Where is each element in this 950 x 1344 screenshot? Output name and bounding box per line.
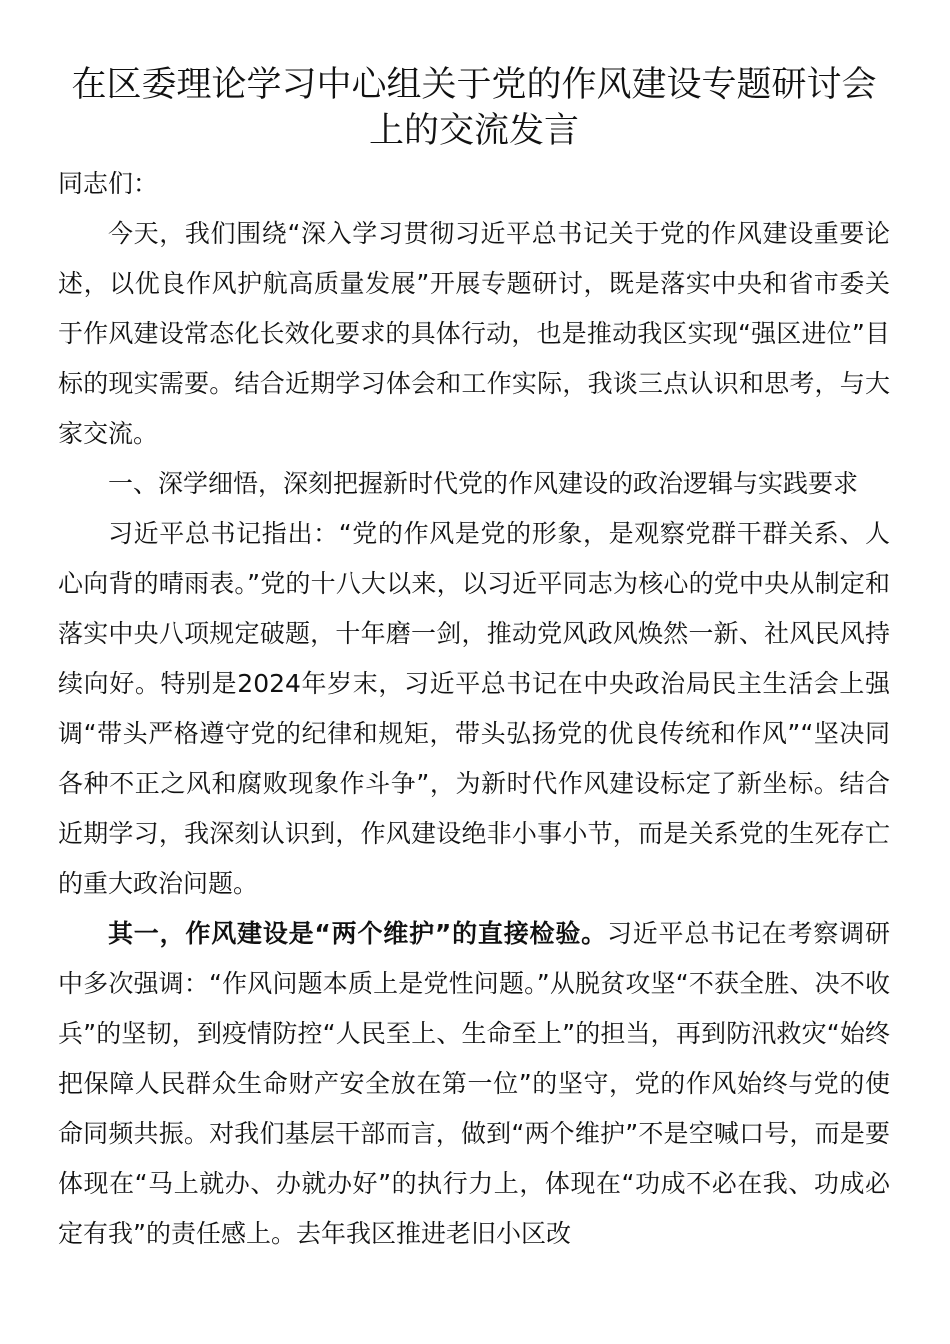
paragraph-text: 一、深学细悟，深刻把握新时代党的作风建设的政治逻辑与实践要求 <box>108 469 859 498</box>
paragraph-text: 今天，我们围绕“深入学习贯彻习近平总书记关于党的作风建设重要论述，以优良作风护航高质量发展”开展专题研讨，既是落实中央和省市委关于作风建设常态化长效化要求的具体行动，也是推动我区实现“强区进位”目标的现实需要。结合近期学习体会和工作实际，我谈三点认识和思考，与大家交流。 <box>58 219 890 448</box>
paragraph-lead: 其一，作风建设是“两个维护”的直接检验。 <box>108 919 607 948</box>
section-heading-1 <box>58 459 890 509</box>
paragraph-intro <box>58 209 890 459</box>
greeting: 同志们： <box>58 169 159 198</box>
paragraph-text: 习近平总书记指出：“党的作风是党的形象，是观察党群干群关系、人心向背的晴雨表。”党的十八大以来，以习近平同志为核心的党中央从制定和落实中央八项规定破题，十年磨一剑，推动党风政风焕然一新、社风民风持续向好。特别是2024年岁末，习近平总书记在中央政治局民主生活会上强调“带头严格遵守党的纪律和规矩，带头弘扬党的优良传统和作风”“坚决同各种不正之风和腐败现象作斗争”，为新时代作风建设标定了新坐标。结合近期学习，我深刻认识到，作风建设绝非小事小节，而是关系党的生死存亡的重大政治问题。 <box>58 519 890 898</box>
paragraph-quote <box>58 509 890 909</box>
paragraph-text: 习近平总书记在考察调研中多次强调：“作风问题本质上是党性问题。”从脱贫攻坚“不获全胜、决不收兵”的坚韧，到疫情防控“人民至上、生命至上”的担当，再到防汛救灾“始终把保障人民群众生命财产安全放在第一位”的坚守，党的作风始终与党的使命同频共振。对我们基层干部而言，做到“两个维护”不是空喊口号，而是要体现在“马上就办、办就办好”的执行力上，体现在“功成不必在我、功成必定有我”的责任感上。去年我区推进老旧小区改 <box>58 919 890 1248</box>
document-title: 在区委理论学习中心组关于党的作风建设专题研讨会上的交流发言 <box>71 65 877 151</box>
paragraph-point-1 <box>58 909 890 1259</box>
